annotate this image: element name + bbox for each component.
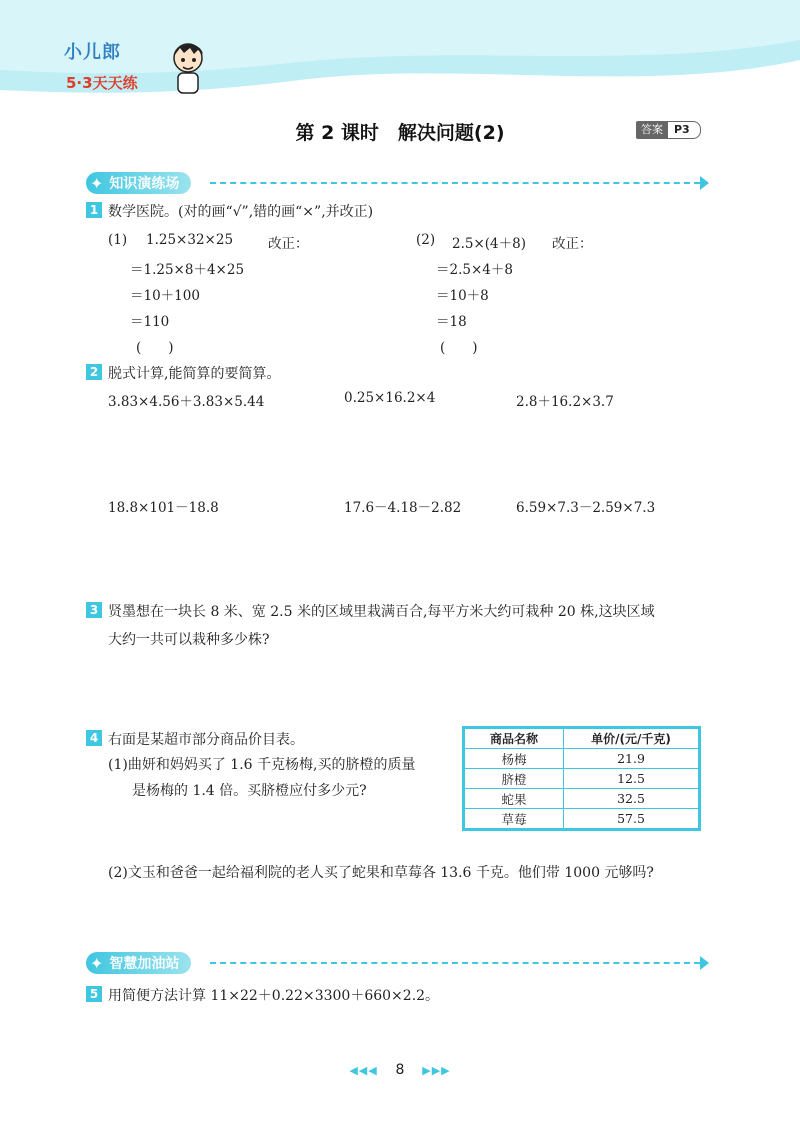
section-bar-practice	[86, 172, 711, 194]
calc-expression: 6.59×7.3－2.59×7.3	[516, 500, 656, 516]
q1-right-step: ＝18	[436, 314, 467, 330]
arrow-right-icon	[700, 956, 709, 970]
q1-right-expr: 2.5×(4＋8)	[452, 236, 526, 252]
table-row	[465, 809, 699, 829]
page-footer	[0, 1062, 800, 1078]
left-arrows-icon: ◀◀◀	[349, 1064, 378, 1077]
question-text: 右面是某超市部分商品价目表。	[108, 732, 304, 748]
table-row	[465, 769, 699, 789]
question-text: (1)曲妍和妈妈买了 1.6 千克杨梅,买的脐橙的质量	[108, 757, 416, 773]
question-number: 4	[86, 730, 102, 746]
table-header-row	[465, 729, 699, 749]
dashed-divider	[210, 962, 700, 964]
q1-right-label: (2)	[416, 232, 436, 248]
question-text: 是杨梅的 1.4 倍。买脐橙应付多少元?	[132, 783, 367, 799]
answer-label: 答案	[636, 121, 668, 139]
q1-right-step: ＝2.5×4＋8	[436, 262, 513, 278]
page-number: 8	[395, 1062, 405, 1078]
section-bar-wisdom	[86, 952, 711, 974]
price-table	[462, 726, 701, 831]
q1-right-fix: 改正：	[552, 236, 593, 252]
section-pill	[86, 172, 191, 194]
product-name: 杨梅	[465, 749, 564, 769]
unit-price: 32.5	[564, 789, 699, 809]
calc-expression: 3.83×4.56＋3.83×5.44	[108, 394, 265, 410]
question-text: 用简便方法计算 11×22＋0.22×3300＋660×2.2。	[108, 988, 440, 1004]
section-title: 智慧加油站	[109, 956, 180, 972]
question-title: 数学医院。(对的画“√”,错的画“×”,并改正)	[108, 204, 374, 220]
logo-subtitle: 5·3天天练	[66, 74, 138, 92]
product-name: 蛇果	[465, 789, 564, 809]
right-arrows-icon: ▶▶▶	[422, 1064, 451, 1077]
q1-left-step: ＝10＋100	[130, 288, 200, 304]
section-title: 知识演练场	[109, 176, 180, 192]
arrow-right-icon	[700, 176, 709, 190]
column-header: 商品名称	[465, 729, 564, 749]
question-number: 3	[86, 602, 102, 618]
calc-expression: 2.8＋16.2×3.7	[516, 394, 614, 410]
question-text: 大约一共可以栽种多少株?	[108, 632, 270, 648]
table-row	[465, 749, 699, 769]
unit-price: 12.5	[564, 769, 699, 789]
unit-price: 21.9	[564, 749, 699, 769]
star-icon: ✦	[90, 173, 104, 193]
question-number: 1	[86, 202, 102, 218]
question-title: 脱式计算,能简算的要简算。	[108, 366, 281, 382]
answer-page: P3	[668, 121, 701, 139]
product-name: 脐橙	[465, 769, 564, 789]
calc-expression: 18.8×101－18.8	[108, 500, 219, 516]
column-header: 单价/(元/千克)	[564, 729, 699, 749]
q1-right-step: ＝10＋8	[436, 288, 489, 304]
q1-left-fix: 改正：	[268, 236, 309, 252]
q1-left-step: ＝1.25×8＋4×25	[130, 262, 245, 278]
logo-title: 小儿郎	[64, 42, 121, 63]
section-pill	[86, 952, 191, 974]
q1-left-label: (1)	[108, 232, 128, 248]
answer-tag[interactable]	[636, 121, 701, 139]
q1-right-judge-box[interactable]: ( )	[440, 340, 478, 356]
calc-expression: 17.6－4.18－2.82	[344, 500, 462, 516]
dashed-divider	[210, 182, 700, 184]
table-row	[465, 789, 699, 809]
question-number: 2	[86, 364, 102, 380]
question-text: 贤墨想在一块长 8 米、宽 2.5 米的区域里栽满百合,每平方米大约可栽种 20 株,这块区域	[108, 604, 655, 620]
calc-expression: 0.25×16.2×4	[344, 390, 436, 406]
question-number: 5	[86, 986, 102, 1002]
q1-left-step: ＝110	[130, 314, 170, 330]
boy-mascot-icon	[168, 40, 208, 98]
star-icon: ✦	[90, 953, 104, 973]
q1-left-judge-box[interactable]: ( )	[136, 340, 174, 356]
q1-left-expr: 1.25×32×25	[146, 232, 234, 248]
unit-price: 57.5	[564, 809, 699, 829]
page-title: 第 2 课时 解决问题(2)	[295, 122, 505, 144]
question-text: (2)文玉和爸爸一起给福利院的老人买了蛇果和草莓各 13.6 千克。他们带 1000 元够吗?	[108, 865, 654, 881]
product-name: 草莓	[465, 809, 564, 829]
